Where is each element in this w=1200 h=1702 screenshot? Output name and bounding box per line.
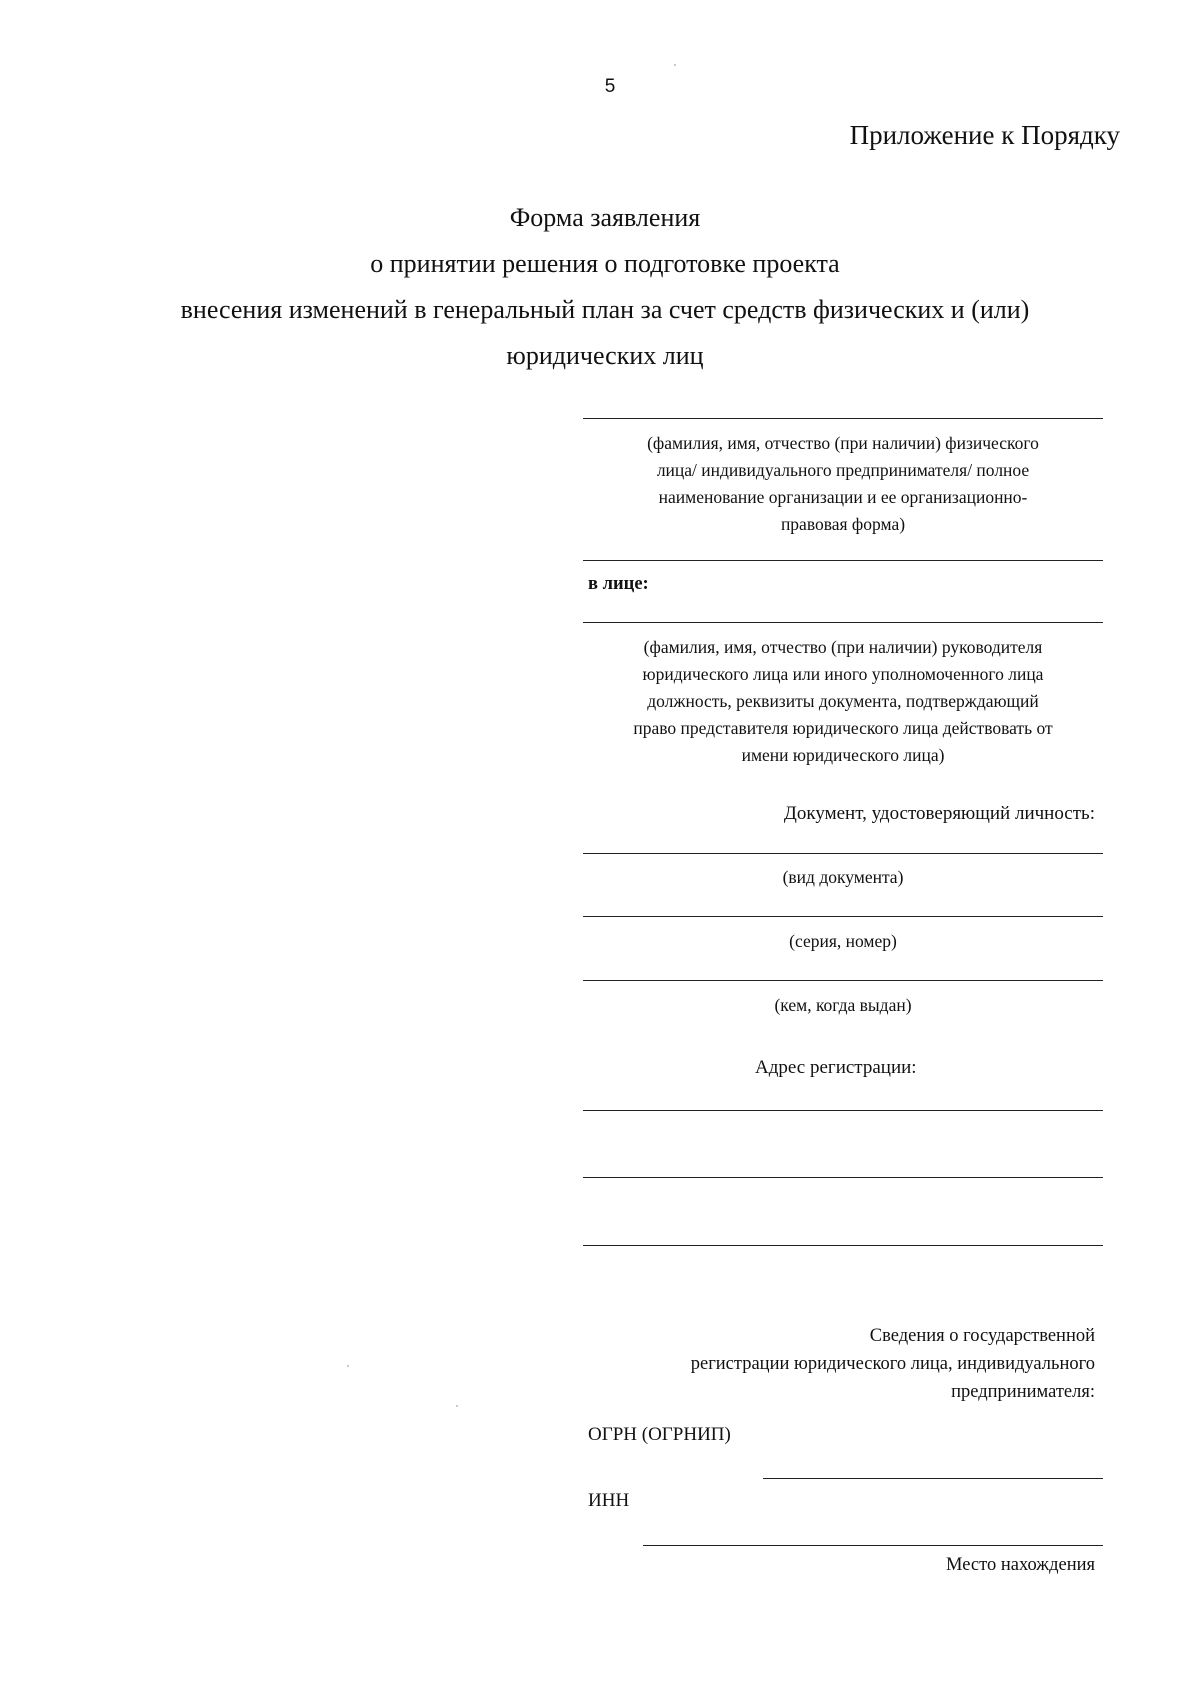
inn-label: ИНН [588, 1490, 630, 1511]
document-issued-field-line[interactable] [583, 980, 1103, 981]
address-field-line[interactable] [583, 1110, 1103, 1111]
caption-line: (фамилия, имя, отчество (при наличии) физического [647, 433, 1039, 453]
identity-document-label: Документ, удостоверяющий личность: [783, 803, 1095, 824]
representative-field-line[interactable] [583, 622, 1103, 623]
caption-line: правовая форма) [780, 514, 906, 534]
document-type-field-line[interactable] [583, 853, 1103, 854]
appendix-label: Приложение к Порядку [849, 120, 1120, 150]
representative-caption [583, 634, 1103, 769]
title-line: Форма заявления [509, 203, 701, 232]
applicant-caption [583, 430, 1103, 538]
caption-line: право представителя юридического лица действовать от [633, 718, 1053, 738]
scan-speck [456, 1405, 458, 1407]
caption-line: имени юридического лица) [741, 745, 945, 765]
inn-field-line[interactable] [643, 1545, 1103, 1546]
address-field-line[interactable] [583, 1177, 1103, 1178]
info-line: регистрации юридического лица, индивидуального [690, 1354, 1095, 1374]
form-title [100, 195, 1110, 379]
caption-line: юридического лица или иного уполномоченного лица [642, 664, 1044, 684]
caption-line: должность, реквизиты документа, подтверждающий [647, 691, 1039, 711]
state-registration-info [691, 1322, 1095, 1406]
location-label: Место нахождения [946, 1555, 1095, 1575]
ogrn-field-line[interactable] [763, 1478, 1103, 1479]
scan-speck [347, 1365, 349, 1367]
title-line: о принятии решения о подготовке проекта [370, 249, 840, 278]
caption-line: лица/ индивидуального предпринимателя/ полное [656, 460, 1030, 480]
applicant-name-field-line[interactable] [583, 418, 1103, 419]
document-type-caption: (вид документа) [782, 867, 904, 887]
applicant-extra-line[interactable] [583, 560, 1103, 561]
document-issued-caption: (кем, когда выдан) [774, 995, 912, 1015]
representative-label: в лице: [588, 574, 649, 594]
ogrn-label: ОГРН (ОГРНИП) [588, 1424, 731, 1445]
title-line: юридических лиц [506, 341, 704, 370]
document-series-caption: (серия, номер) [789, 931, 897, 951]
document-series-field-line[interactable] [583, 916, 1103, 917]
caption-line: наименование организации и ее организационно- [658, 487, 1028, 507]
caption-line: (фамилия, имя, отчество (при наличии) руководителя [643, 637, 1043, 657]
info-line: Сведения о государственной [869, 1326, 1095, 1346]
title-line: внесения изменений в генеральный план за счет средств физических и (или) [180, 295, 1030, 324]
registration-address-label: Адрес регистрации: [755, 1057, 917, 1078]
info-line: предпринимателя: [951, 1382, 1095, 1402]
scan-speck [674, 64, 676, 66]
address-field-line[interactable] [583, 1245, 1103, 1246]
page-number: 5 [604, 76, 616, 97]
